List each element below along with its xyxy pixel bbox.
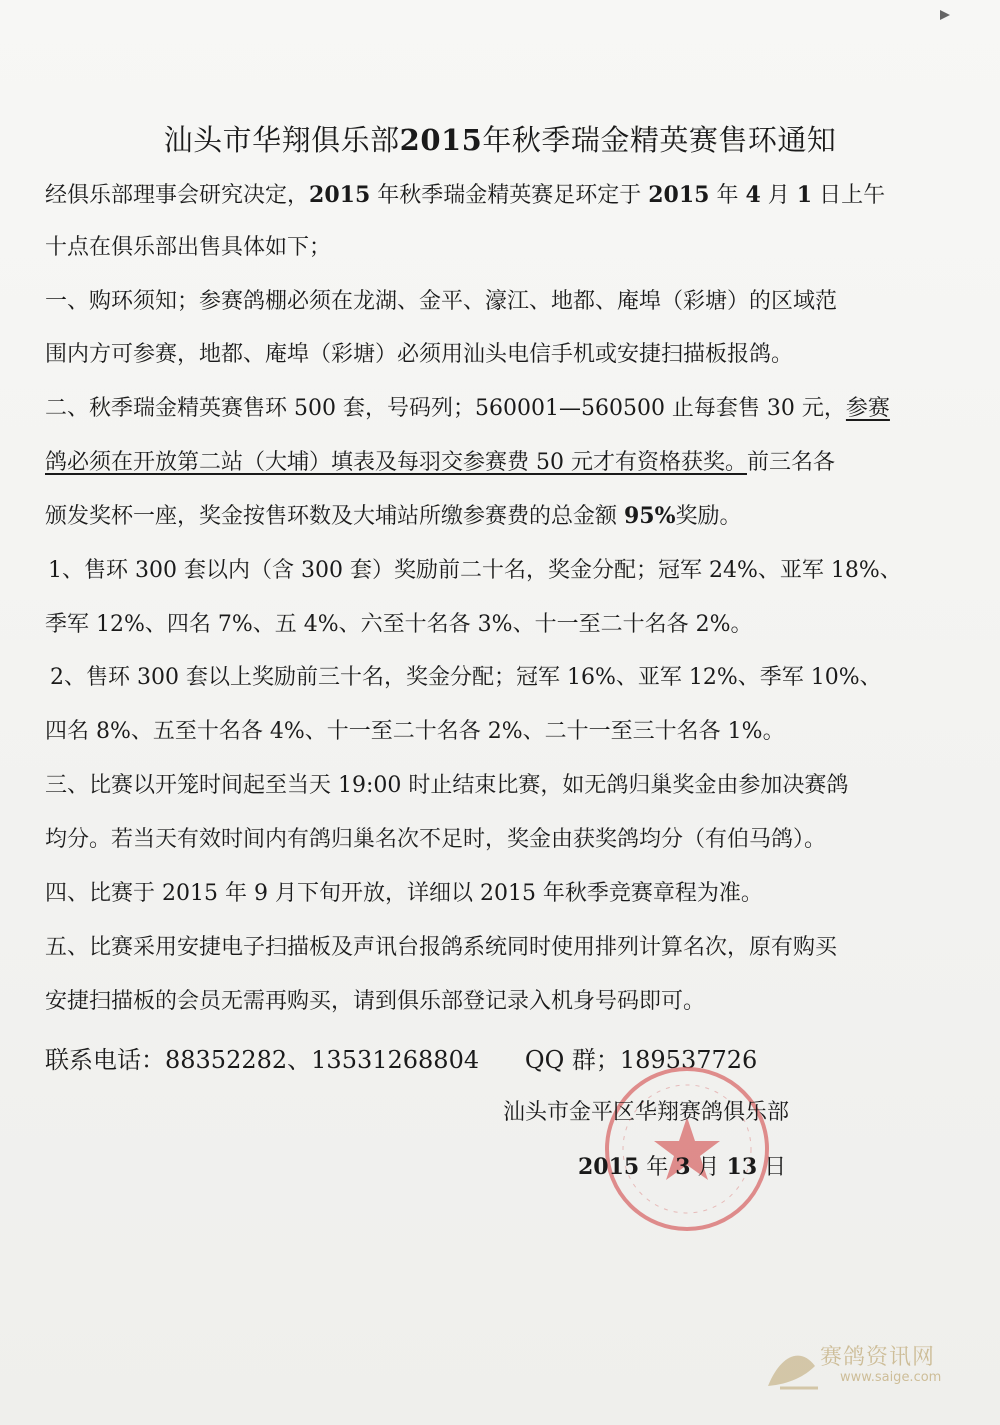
signature-date bbox=[578, 1150, 786, 1181]
title-text: 汕头市华翔俱乐部 bbox=[163, 123, 400, 157]
section-2-text: 前三名各 bbox=[746, 450, 835, 475]
signature-organization: 汕头市金平区华翔赛鸽俱乐部 bbox=[503, 1100, 790, 1125]
date-month: 3 bbox=[675, 1154, 691, 1180]
rule-2-line-1: 2、售环 300 套以上奖励前三十名，奖金分配；冠军 16%、亚军 12%、季军 10%、 bbox=[50, 665, 882, 690]
date-text: 日 bbox=[757, 1155, 787, 1180]
contact-line: 联系电话：88352282、13531268804 QQ 群；189537726 bbox=[45, 1046, 758, 1074]
section-2-underlined: 参赛 bbox=[845, 396, 890, 421]
section-2-text: 奖励。 bbox=[675, 504, 742, 529]
intro-month: 4 bbox=[745, 182, 761, 208]
percent-95: 95% bbox=[624, 503, 676, 529]
section-2-line-1 bbox=[45, 391, 925, 422]
rule-1-line-1: 1、售环 300 套以内（含 300 套）奖励前二十名，奖金分配；冠军 24%、亚军 18%、 bbox=[48, 558, 902, 583]
date-text: 年 bbox=[639, 1155, 676, 1180]
section-1-line-2: 围内方可参赛，地都、庵埠（彩塘）必须用汕头电信手机或安捷扫描板报鸽。 bbox=[45, 342, 794, 367]
intro-line-1 bbox=[45, 178, 925, 209]
section-4-line-1: 四、比赛于 2015 年 9 月下旬开放，详细以 2015 年秋季竞赛章程为准。 bbox=[45, 881, 763, 906]
date-year: 2015 bbox=[578, 1154, 640, 1180]
document-title bbox=[0, 118, 1000, 159]
watermark-url: www.saige.com bbox=[840, 1370, 942, 1385]
intro-year: 2015 bbox=[309, 182, 371, 208]
section-2-line-2 bbox=[45, 445, 925, 476]
title-text-rest: 年秋季瑞金精英赛售环通知 bbox=[482, 123, 837, 157]
title-year: 2015 bbox=[399, 123, 483, 157]
section-2-text: 二、秋季瑞金精英赛售环 500 套，号码列；560001—560500 止每套售 30 元， bbox=[45, 396, 846, 421]
date-text: 月 bbox=[690, 1155, 727, 1180]
section-5-line-1: 五、比赛采用安捷电子扫描板及声讯台报鸽系统同时使用排列计算名次，原有购买 bbox=[45, 935, 838, 960]
section-1-line-1: 一、购环须知；参赛鸽棚必须在龙湖、金平、濠江、地都、庵埠（彩塘）的区域范 bbox=[45, 289, 838, 314]
intro-text: 经俱乐部理事会研究决定， bbox=[45, 183, 310, 208]
watermark-name: 赛鸽资讯网 bbox=[820, 1345, 936, 1370]
intro-text: 月 bbox=[760, 183, 797, 208]
rule-2-line-2: 四名 8%、五至十名各 4%、十一至二十名各 2%、二十一至三十名各 1%。 bbox=[45, 719, 785, 744]
intro-text: 日上午 bbox=[812, 183, 886, 208]
corner-arrow-icon bbox=[938, 8, 952, 22]
date-day: 13 bbox=[726, 1154, 758, 1180]
section-2-line-3 bbox=[45, 499, 925, 530]
section-3-line-1: 三、比赛以开笼时间起至当天 19:00 时止结束比赛，如无鸽归巢奖金由参加决赛鸽 bbox=[45, 773, 849, 798]
intro-text: 年秋季瑞金精英赛足环定于 bbox=[370, 183, 649, 208]
intro-day: 1 bbox=[796, 182, 813, 208]
intro-year: 2015 bbox=[648, 182, 710, 208]
section-3-line-2: 均分。若当天有效时间内有鸽归巢名次不足时，奖金由获奖鸽均分（有伯马鸽）。 bbox=[45, 827, 827, 852]
section-2-underlined: 鸽必须在开放第二站（大埔）填表及每羽交参赛费 50 元才有资格获奖。 bbox=[45, 450, 747, 475]
rule-1-line-2: 季军 12%、四名 7%、五 4%、六至十名各 3%、十一至二十名各 2%。 bbox=[45, 612, 753, 637]
intro-text: 年 bbox=[709, 183, 746, 208]
section-5-line-2: 安捷扫描板的会员无需再购买，请到俱乐部登记录入机身号码即可。 bbox=[45, 989, 706, 1014]
section-2-text: 颁发奖杯一座，奖金按售环数及大埔站所缴参赛费的总金额 bbox=[45, 504, 624, 529]
intro-line-2: 十点在俱乐部出售具体如下； bbox=[45, 235, 332, 260]
